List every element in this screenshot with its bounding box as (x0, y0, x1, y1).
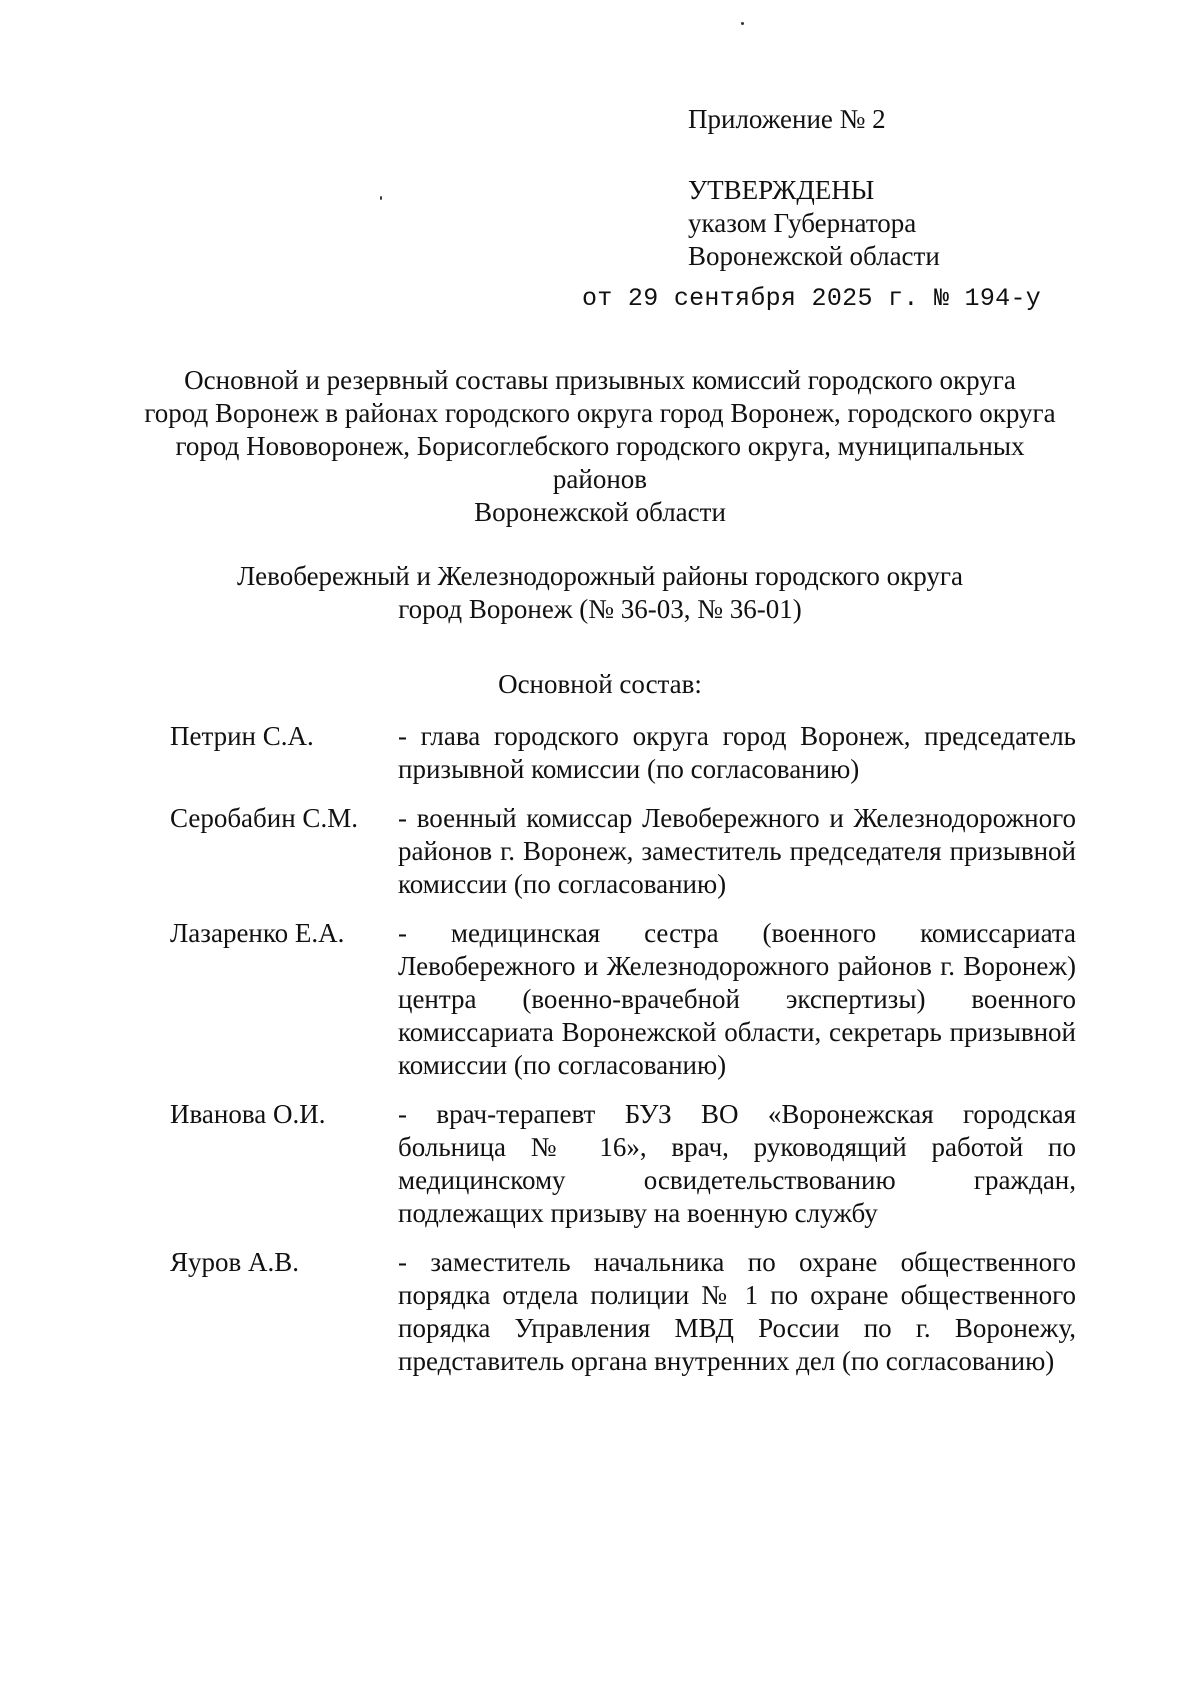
approved-label: УТВЕРЖДЕНЫ (688, 175, 875, 205)
member-role: - врач-терапевт БУЗ ВО «Воронежская городская больница № 16», врач, руководящий работой по медицинскому освидетельствованию граждан, подлежащих призыву на военную службу (398, 1099, 1076, 1228)
member-name: Яуров А.В. (170, 1247, 300, 1277)
title-line: Воронежской области (474, 497, 726, 527)
members-list (170, 720, 1076, 1394)
document-title (130, 364, 1070, 529)
member-row (170, 1098, 1076, 1230)
title-line: город Нововоронеж, Борисоглебского городского округа, муниципальных районов (175, 431, 1025, 494)
scan-speck (380, 196, 382, 200)
approval-block (688, 103, 1128, 273)
member-role: - заместитель начальника по охране общественного порядка отдела полиции № 1 по охране общественного порядка Управления МВД России по г. Воронежу, представитель органа внутренних дел (по согласованию) (398, 1247, 1076, 1376)
title-line: город Воронеж в районах городского округа город Воронеж, городского округа (144, 398, 1056, 428)
member-row (170, 917, 1076, 1082)
member-name: Серобабин С.М. (170, 803, 358, 833)
district-section-title (180, 560, 1020, 626)
approved-region-line: Воронежской области (688, 241, 940, 271)
member-row (170, 802, 1076, 901)
member-row (170, 1246, 1076, 1378)
member-role: - глава городского округа город Воронеж, председатель призывной комиссии (по согласованию) (398, 721, 1076, 784)
member-role: - военный комиссар Левобережного и Железнодорожного районов г. Воронеж, заместитель председателя призывной комиссии (по согласованию) (398, 803, 1076, 899)
member-name: Иванова О.И. (170, 1099, 326, 1129)
decree-date-number: от 29 сентября 2025 г. № 194-у (582, 284, 1042, 313)
scan-speck (741, 22, 744, 25)
approved-by-line: указом Губернатора (688, 208, 917, 238)
title-line: Основной и резервный составы призывных комиссий городского округа (184, 365, 1016, 395)
section-title-line: город Воронеж (№ 36-03, № 36-01) (398, 594, 802, 624)
section-title-line: Левобережный и Железнодорожный районы городского округа (237, 561, 963, 591)
member-role: - медицинская сестра (военного комиссариата Левобережного и Железнодорожного районов г. Воронеж) центра (военно-врачебной экспертизы) военного комиссариата Воронежской области, секретарь призывной комиссии (по согласованию) (398, 918, 1076, 1080)
member-name: Лазаренко Е.А. (170, 918, 345, 948)
member-name: Петрин С.А. (170, 721, 314, 751)
appendix-number: Приложение № 2 (688, 104, 886, 134)
composition-heading: Основной состав: (498, 669, 702, 699)
member-row (170, 720, 1076, 786)
